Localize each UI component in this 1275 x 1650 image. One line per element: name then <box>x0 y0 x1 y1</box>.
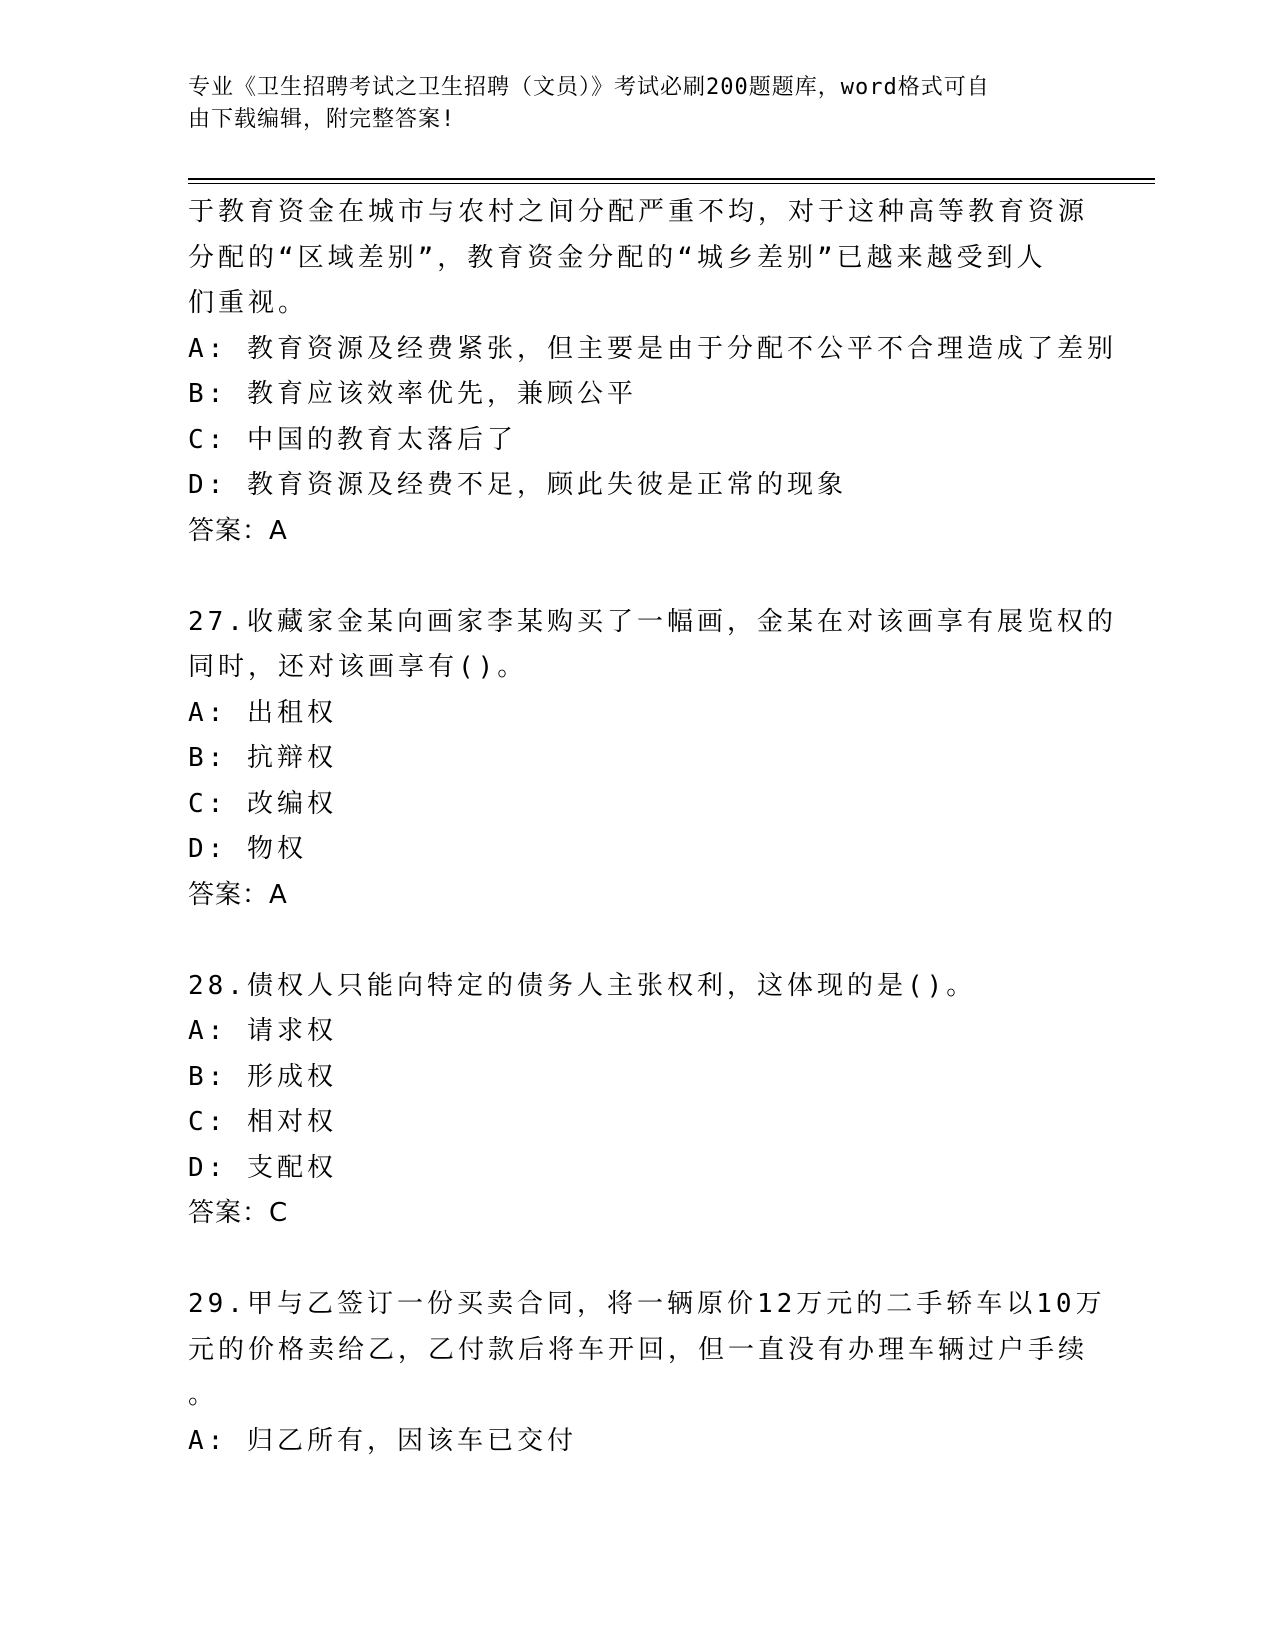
answer-line: 答案：C <box>188 1198 289 1228</box>
option-d: D: 教育资源及经费不足，顾此失彼是正常的现象 <box>188 470 847 500</box>
option-d: D: 支配权 <box>188 1152 337 1183</box>
answer-line: 答案：A <box>188 515 288 546</box>
question-29 <box>188 1282 1106 1464</box>
question-stem-line: 于教育资金在城市与农村之间分配严重不均，对于这种高等教育资源 <box>188 197 1089 227</box>
question-stem-line: 27.收藏家金某向画家李某购买了一幅画，金某在对该画享有展览权的 <box>188 606 1117 637</box>
option-c: C: 中国的教育太落后了 <box>188 424 517 455</box>
question-list <box>188 190 1117 1464</box>
option-a: A: 请求权 <box>188 1016 337 1046</box>
option-b: B: 教育应该效率优先，兼顾公平 <box>188 379 637 409</box>
spacer <box>188 918 1088 964</box>
question-27 <box>188 600 1117 919</box>
option-a: A: 出租权 <box>188 697 337 728</box>
option-d: D: 物权 <box>188 834 307 864</box>
spacer <box>188 554 1088 600</box>
answer-line: 答案：A <box>188 879 288 910</box>
header-divider-top <box>188 178 1155 180</box>
header-line-1: 专业《卫生招聘考试之卫生招聘（文员）》考试必刷200题题库，word格式可自 <box>188 75 990 100</box>
option-c: C: 改编权 <box>188 788 337 819</box>
question-stem-line: 。 <box>188 1380 219 1410</box>
question-stem-line: 分配的“区域差别”，教育资金分配的“城乡差别”已越来越受到人 <box>188 242 1047 273</box>
option-b: B: 形成权 <box>188 1061 337 1092</box>
spacer <box>188 1237 1088 1283</box>
question-28 <box>188 964 1088 1237</box>
question-stem-line: 元的价格卖给乙，乙付款后将车开回，但一直没有办理车辆过户手续 <box>188 1334 1089 1365</box>
header-divider-bottom <box>188 183 1155 184</box>
question-stem-line: 同时，还对该画享有()。 <box>188 652 528 682</box>
header-line-2: 由下载编辑，附完整答案! <box>188 107 456 132</box>
question-stem-line: 29.甲与乙签订一份买卖合同，将一辆原价12万元的二手轿车以10万 <box>188 1289 1106 1319</box>
question-stem-line: 们重视。 <box>188 288 309 318</box>
question-26 <box>188 190 1117 554</box>
option-b: B: 抗辩权 <box>188 743 337 773</box>
document-header <box>188 72 1068 136</box>
option-a: A: 教育资源及经费紧张，但主要是由于分配不公平不合理造成了差别 <box>188 333 1117 364</box>
option-a: A: 归乙所有，因该车已交付 <box>188 1425 577 1456</box>
option-c: C: 相对权 <box>188 1107 337 1137</box>
question-stem-line: 28.债权人只能向特定的债务人主张权利，这体现的是()。 <box>188 970 977 1001</box>
